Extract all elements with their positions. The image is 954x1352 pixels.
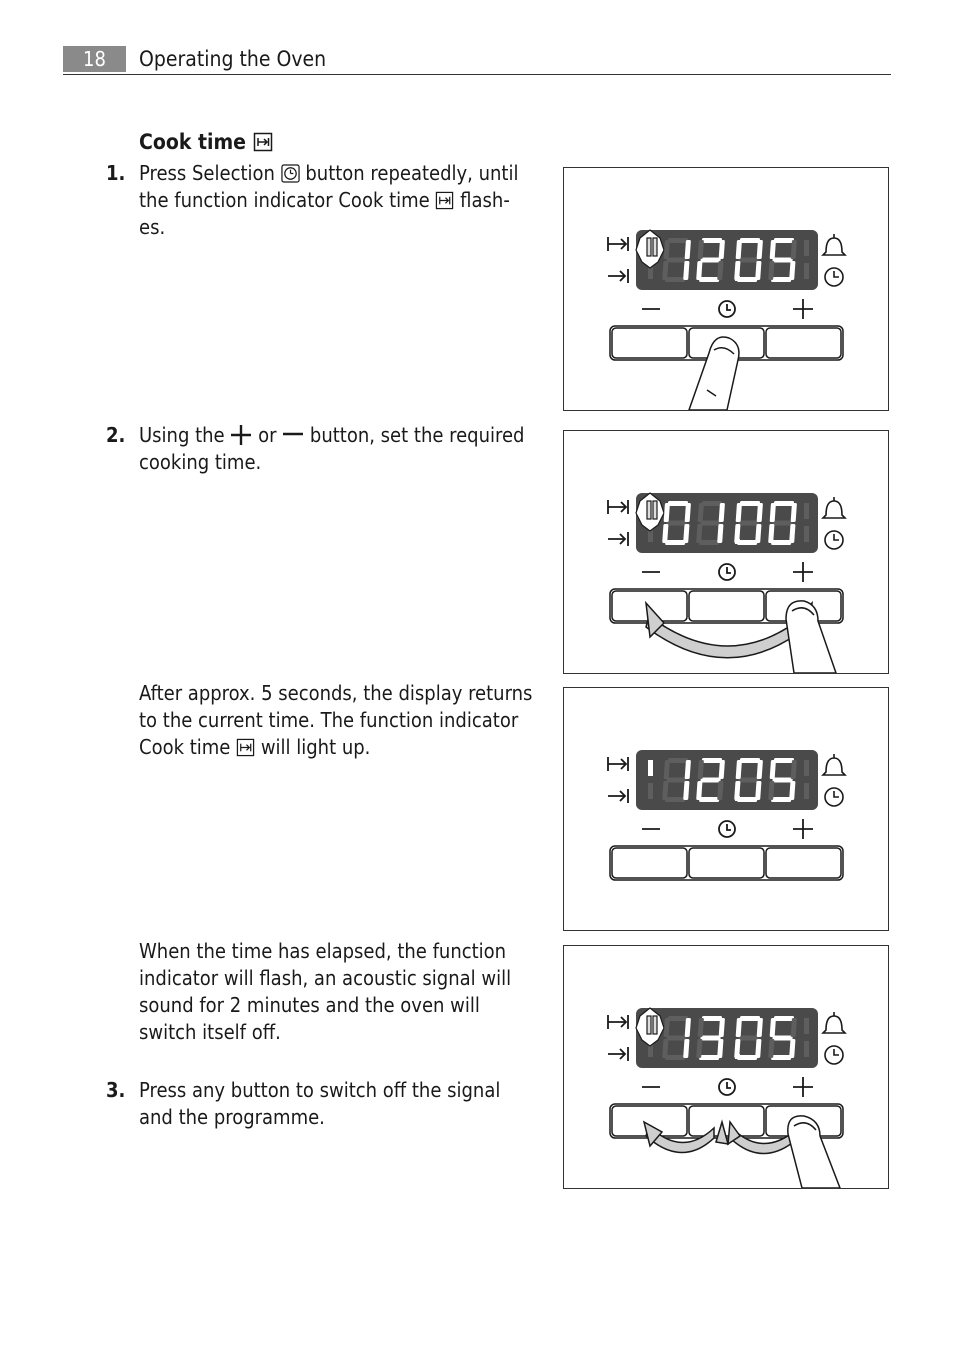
display-segment	[737, 277, 757, 282]
right-indicator-bottom	[804, 783, 809, 799]
step-2-line-1c: button, set the required	[309, 423, 525, 447]
clock-icon-hands	[834, 1049, 839, 1055]
right-indicator-top	[804, 240, 809, 256]
plus-icon	[230, 425, 252, 445]
page-number: 18	[63, 46, 126, 72]
right-icons	[823, 1012, 845, 1064]
display-segment	[774, 758, 794, 763]
flash-bar	[647, 501, 651, 519]
cook-time-heading	[139, 128, 273, 156]
step-2-line-1b: or	[258, 423, 277, 447]
clock-icon-hands	[834, 271, 839, 277]
right-indicator-bottom	[804, 1041, 809, 1057]
function-indicator-off	[648, 783, 653, 799]
selection-label-hands	[727, 1082, 731, 1088]
figure-3-drawing	[564, 688, 888, 930]
selection-label-hands	[727, 304, 731, 310]
button-labels	[642, 1077, 813, 1097]
display-segment	[665, 1055, 685, 1060]
display-segment	[700, 521, 720, 526]
display-dot	[735, 276, 740, 281]
step-2-number: 2.	[106, 423, 126, 447]
right-indicator-top	[804, 503, 809, 519]
flash-bar	[653, 1016, 657, 1034]
display-segment	[740, 238, 760, 243]
display-segment	[771, 540, 791, 545]
indicator-icons	[608, 1015, 628, 1061]
step-1-line-1b: button repeatedly, until	[305, 161, 519, 185]
heading-text: Cook time	[139, 130, 246, 154]
display-segment	[738, 258, 758, 263]
display-segment	[665, 540, 685, 545]
display-segment	[700, 778, 720, 783]
display-segment	[738, 521, 758, 526]
step-2-line-1	[139, 422, 549, 449]
display-segment	[668, 238, 688, 243]
step-1-line-1a: Press Selection	[139, 161, 275, 185]
button-labels	[642, 299, 813, 319]
cook-time-icon	[253, 132, 273, 152]
bell-icon	[823, 238, 845, 255]
note-2-line-1: When the time has elapsed, the function	[139, 939, 507, 963]
note-1-text	[139, 680, 549, 761]
display-segment	[702, 238, 722, 243]
figure-4	[563, 945, 889, 1189]
display-segment	[702, 501, 722, 506]
minus-icon	[282, 425, 304, 445]
bell-icon	[823, 1016, 845, 1033]
display-segment	[668, 1016, 688, 1021]
minus-button	[612, 848, 687, 878]
display-segment	[665, 277, 685, 282]
figure-2	[563, 430, 889, 674]
display-segment	[700, 1036, 720, 1041]
step-3-text	[139, 1077, 549, 1131]
display-segment	[702, 758, 722, 763]
selection-button	[689, 848, 764, 878]
display-segment	[666, 778, 686, 783]
selection-clock-icon	[281, 164, 300, 183]
display-segment	[737, 540, 757, 545]
display-segment	[668, 758, 688, 763]
right-indicator-top	[804, 760, 809, 776]
display-segment	[699, 277, 719, 282]
flash-bar	[653, 238, 657, 256]
indicator-icons	[608, 500, 628, 546]
display-segment	[700, 258, 720, 263]
figure-1	[563, 167, 889, 411]
right-indicator-bottom	[804, 263, 809, 279]
display-segment	[740, 501, 760, 506]
step-2-line-2: cooking time.	[139, 450, 262, 474]
display-dot	[735, 796, 740, 801]
right-icons	[823, 234, 845, 286]
display-segment	[666, 1036, 686, 1041]
display-segment	[772, 521, 792, 526]
cook-time-icon	[236, 738, 255, 757]
selection-button	[689, 591, 764, 621]
display-segment	[699, 540, 719, 545]
plus-button	[766, 848, 841, 878]
note-2-text	[139, 938, 549, 1046]
display-dot	[735, 1054, 740, 1059]
function-indicator	[648, 760, 653, 776]
display-segment	[774, 238, 794, 243]
note-2-line-2: indicator will flash, an acoustic signal will	[139, 966, 512, 990]
flash-bar	[647, 1016, 651, 1034]
step-1-line-2b: flash-	[460, 188, 510, 212]
display-segment	[771, 797, 791, 802]
selection-label-hands	[727, 824, 731, 830]
step-1-line-1	[139, 160, 549, 187]
figure-4-drawing	[564, 946, 888, 1188]
selection-label-hands	[727, 567, 731, 573]
clock-icon-hands	[834, 534, 839, 540]
plus-button	[766, 328, 841, 358]
display-segment	[771, 1055, 791, 1060]
note-1-line-2: to the current time. The function indicator	[139, 708, 519, 732]
note-1-line-1: After approx. 5 seconds, the display returns	[139, 681, 533, 705]
display-segment	[772, 1036, 792, 1041]
figure-3	[563, 687, 889, 931]
step-1-number: 1.	[106, 161, 126, 185]
display-segment	[666, 258, 686, 263]
indicator-icons	[608, 237, 628, 283]
header-rule	[63, 74, 891, 75]
display-segment	[702, 1016, 722, 1021]
figure-1-drawing	[564, 168, 888, 410]
cook-time-icon	[435, 191, 454, 210]
display-segment	[772, 778, 792, 783]
step-1-line-3: es.	[139, 215, 166, 239]
note-1-line-3	[139, 734, 549, 761]
step-1-text	[139, 160, 549, 241]
right-icons	[823, 497, 845, 549]
display-segment	[737, 1055, 757, 1060]
bell-icon	[823, 758, 845, 775]
flash-bar	[647, 238, 651, 256]
step-3-line-2: and the programme.	[139, 1105, 325, 1129]
step-1-line-2a: the function indicator Cook time	[139, 188, 430, 212]
note-1-line-3a: Cook time	[139, 735, 231, 759]
display-segment	[772, 258, 792, 263]
bell-icon	[823, 501, 845, 518]
display-segment	[774, 501, 794, 506]
display-segment	[738, 1036, 758, 1041]
section-title: Operating the Oven	[139, 47, 327, 71]
display-segment	[665, 797, 685, 802]
step-2-line-1a: Using the	[139, 423, 225, 447]
clock-icon-hands	[834, 791, 839, 797]
display-segment	[740, 1016, 760, 1021]
flash-bar	[653, 501, 657, 519]
display-segment	[668, 501, 688, 506]
step-1-line-2	[139, 187, 549, 214]
display-segment	[737, 797, 757, 802]
button-labels	[642, 819, 813, 839]
display-segment	[666, 521, 686, 526]
note-2-line-3: sound for 2 minutes and the oven will	[139, 993, 480, 1017]
display-segment	[771, 277, 791, 282]
step-3-line-1: Press any button to switch off the signal	[139, 1078, 501, 1102]
button-labels	[642, 562, 813, 582]
indicator-icons	[608, 757, 628, 803]
display-segment	[699, 797, 719, 802]
display-dot	[735, 539, 740, 544]
display-segment	[738, 778, 758, 783]
right-indicator-top	[804, 1018, 809, 1034]
note-1-line-3b: will light up.	[260, 735, 371, 759]
step-2-text	[139, 422, 549, 476]
minus-button	[612, 328, 687, 358]
right-indicator-bottom	[804, 526, 809, 542]
right-icons	[823, 754, 845, 806]
step-3-number: 3.	[106, 1078, 126, 1102]
display-segment	[740, 758, 760, 763]
display-segment	[774, 1016, 794, 1021]
selection-button	[689, 1106, 764, 1136]
figure-2-drawing	[564, 431, 888, 673]
note-2-line-4: switch itself off.	[139, 1020, 281, 1044]
button-strip	[610, 846, 843, 880]
display-segment	[699, 1055, 719, 1060]
